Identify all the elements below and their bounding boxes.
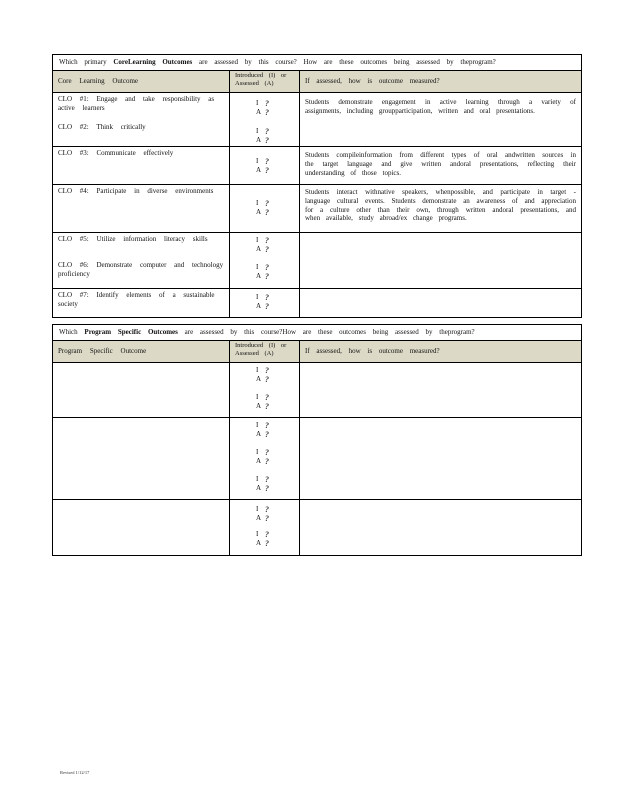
checkbox-i-icon[interactable]: ? [265, 157, 269, 166]
checkbox-i-icon[interactable]: ? [265, 236, 269, 245]
checkbox-i-icon[interactable]: ? [265, 505, 269, 514]
checkbox-i-icon[interactable]: ? [265, 263, 269, 272]
checkbox-a-icon[interactable]: ? [265, 457, 269, 466]
checkbox-a-icon[interactable]: ? [265, 108, 269, 117]
ia-checkbox-clo3[interactable]: I A ? ? [256, 157, 269, 175]
checkbox-i-icon[interactable]: ? [265, 293, 269, 302]
clo-3: CLO #3: Communicate effectively [58, 149, 174, 157]
checkbox-a-icon[interactable]: ? [265, 302, 269, 311]
core-header-row [53, 71, 581, 93]
core-outcomes-table [52, 54, 582, 318]
checkbox-i-icon[interactable]: ? [265, 127, 269, 136]
program-measure-3[interactable] [299, 500, 581, 555]
header-introduced-assessed: Introduced (I) or Assessed (A) [229, 71, 299, 92]
measure-row-4 [299, 233, 581, 288]
ia-checkbox-program-2a[interactable]: I A ? ? [256, 421, 269, 439]
checkbox-a-icon[interactable]: ? [265, 375, 269, 384]
checkbox-a-icon[interactable]: ? [265, 484, 269, 493]
measure-row-5 [299, 289, 581, 317]
ia-checkbox-clo4[interactable]: I A ? ? [256, 199, 269, 217]
header-program-outcome: Program Specific Outcome [58, 347, 147, 355]
ia-checkbox-program-2c[interactable]: I A ? ? [256, 475, 269, 493]
ia-checkbox-clo7[interactable]: I A ? ? [256, 293, 269, 311]
program-question: Which Program Specific Outcomes are assessed by this course?How are these outcomes being assessed by theprogram? [53, 325, 581, 341]
core-row-3 [53, 185, 581, 233]
program-outcome-2[interactable] [53, 418, 229, 499]
checkbox-i-icon[interactable]: ? [265, 530, 269, 539]
header-measured: If assessed, how is outcome measured? [299, 341, 581, 362]
clo-2: CLO #2: Think critically [58, 123, 146, 131]
ia-checkbox-program-1b[interactable]: I A ? ? [256, 393, 269, 411]
checkbox-a-icon[interactable]: ? [265, 136, 269, 145]
checkbox-a-icon[interactable]: ? [265, 430, 269, 439]
program-outcomes-table [52, 324, 582, 556]
measure-row-2: Students compileinformation from different types of oral andwritten sources in the target language and give written andoral presentations, reflecting their understanding of those topics. [305, 151, 576, 177]
checkbox-i-icon[interactable]: ? [265, 421, 269, 430]
checkbox-a-icon[interactable]: ? [265, 539, 269, 548]
footer-revised: Revised 1/12/17 [60, 770, 90, 775]
checkbox-a-icon[interactable]: ? [265, 402, 269, 411]
clo-7: CLO #7: Identify elements of a sustainable society [58, 291, 215, 308]
core-row-5 [53, 289, 581, 317]
header-core-outcome: Core Learning Outcome [58, 77, 139, 85]
program-row-1 [53, 363, 581, 418]
checkbox-i-icon[interactable]: ? [265, 448, 269, 457]
checkbox-a-icon[interactable]: ? [265, 208, 269, 217]
measure-row-1: Students demonstrate engagement in active learning through a variety of assignments, including groupparticipation, written and oral presentations. [305, 98, 576, 115]
core-question-bold: CoreLearning Outcomes [113, 58, 193, 66]
core-question: Which primary CoreLearning Outcomes are assessed by this course? How are these outcomes being assessed by theprogram? [53, 55, 581, 71]
ia-checkbox-clo1[interactable]: I A ? ? [256, 99, 269, 117]
program-row-2 [53, 418, 581, 500]
checkbox-a-icon[interactable]: ? [265, 272, 269, 281]
core-row-4 [53, 233, 581, 289]
program-measure-1[interactable] [299, 363, 581, 417]
checkbox-i-icon[interactable]: ? [265, 199, 269, 208]
ia-checkbox-program-1a[interactable]: I A ? ? [256, 366, 269, 384]
clo-4: CLO #4: Participate in diverse environments [58, 187, 214, 195]
checkbox-i-icon[interactable]: ? [265, 366, 269, 375]
checkbox-a-icon[interactable]: ? [265, 166, 269, 175]
checkbox-a-icon[interactable]: ? [265, 514, 269, 523]
checkbox-i-icon[interactable]: ? [265, 99, 269, 108]
program-row-3 [53, 500, 581, 555]
program-outcome-3[interactable] [53, 500, 229, 555]
program-header-row [53, 341, 581, 363]
ia-checkbox-clo2[interactable]: I A ? ? [256, 127, 269, 145]
ia-checkbox-program-3a[interactable]: I A ? ? [256, 505, 269, 523]
measure-row-3: Students interact withnative speakers, whenpossible, and participate in target -language cultural events. Students demonstrate an awareness of and appreciation for a culture other than their own, through written andoral presentations, and when available, study abroad/ex change programs. [305, 188, 576, 223]
checkbox-i-icon[interactable]: ? [265, 475, 269, 484]
core-row-1 [53, 93, 581, 147]
ia-checkbox-program-3b[interactable]: I A ? ? [256, 530, 269, 548]
ia-checkbox-clo6[interactable]: I A ? ? [256, 263, 269, 281]
core-row-2 [53, 147, 581, 185]
checkbox-i-icon[interactable]: ? [265, 393, 269, 402]
clo-5: CLO #5: Utilize information literacy skills [58, 235, 208, 243]
program-question-bold: Program Specific Outcomes [84, 328, 178, 336]
header-measured: If assessed, how is outcome measured? [299, 71, 581, 92]
ia-checkbox-clo5[interactable]: I A ? ? [256, 236, 269, 254]
ia-checkbox-program-2b[interactable]: I A ? ? [256, 448, 269, 466]
checkbox-a-icon[interactable]: ? [265, 245, 269, 254]
clo-1: CLO #1: Engage and take responsibility as active learners [58, 95, 215, 112]
program-outcome-1[interactable] [53, 363, 229, 417]
header-introduced-assessed: Introduced (I) or Assessed (A) [229, 341, 299, 362]
clo-6: CLO #6: Demonstrate computer and technology proficiency [58, 261, 224, 278]
program-measure-2[interactable] [299, 418, 581, 499]
